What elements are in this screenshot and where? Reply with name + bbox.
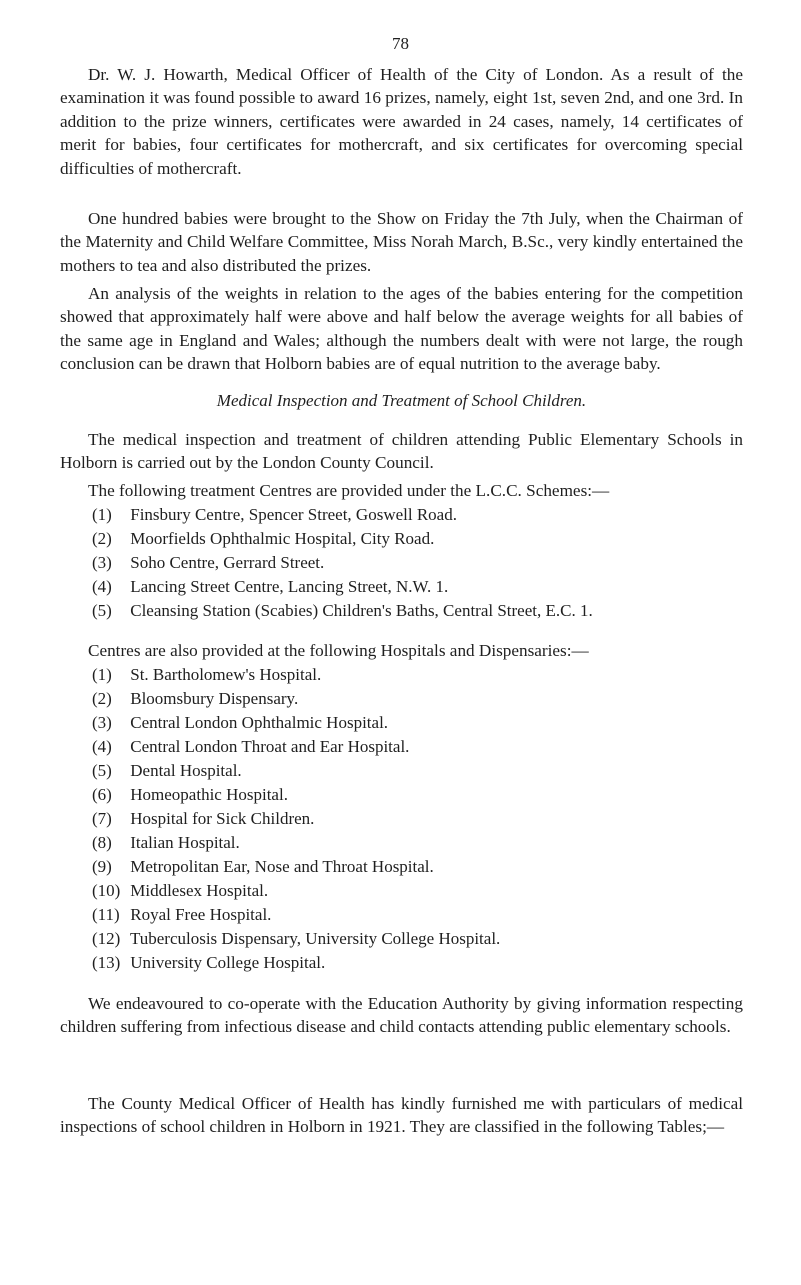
paragraph-lcc-intro: The following treatment Centres are provided under the L.C.C. Schemes:— [88,481,610,500]
list-item: (9) Metropolitan Ear, Nose and Throat Hospital. [92,857,434,876]
list-item: (4) Central London Throat and Ear Hospital. [92,737,410,756]
list-item: (12) Tuberculosis Dispensary, University College Hospital. [92,929,501,948]
paragraph-prize-awards: Dr. W. J. Howarth, Medical Officer of Health of the City of London. As a result of the examination it was found possible to award 16 prizes, namely, eight 1st, seven 2nd, and one 3rd. In addition to the prize winners, certificates were awarded in 24 cases, namely, 14 certificates of merit for babies, four certificates for mothercraft, and six certificates for overcoming special difficulties of mothercraft. [60,65,743,178]
list-item: (8) Italian Hospital. [92,833,240,852]
list-item: (3) Soho Centre, Gerrard Street. [92,553,325,572]
list-item: (7) Hospital for Sick Children. [92,809,315,828]
list-item: (2) Bloomsbury Dispensary. [92,689,299,708]
list-item: (13) University College Hospital. [92,953,326,972]
list-item: (1) St. Bartholomew's Hospital. [92,665,322,684]
list-item: (1) Finsbury Centre, Spencer Street, Goswell Road. [92,505,457,524]
list-item: (6) Homeopathic Hospital. [92,785,288,804]
paragraph-county-medical-officer: The County Medical Officer of Health has kindly furnished me with particulars of medical inspections of school children in Holborn in 1921. They are classified in the following Tables;— [60,1094,743,1137]
list-item: (3) Central London Ophthalmic Hospital. [92,713,389,732]
section-heading: Medical Inspection and Treatment of School Children. [216,391,587,410]
paragraph-medical-inspection: The medical inspection and treatment of children attending Public Elementary Schools in Holborn is carried out by the London County Council. [60,430,743,473]
paragraph-baby-show: One hundred babies were brought to the Show on Friday the 7th July, when the Chairman of the Maternity and Child Welfare Committee, Miss Norah March, B.Sc., very kindly entertained the mothers to tea and also distributed the prizes. [60,209,743,275]
list-item: (11) Royal Free Hospital. [92,905,272,924]
list-item: (5) Dental Hospital. [92,761,242,780]
paragraph-weights-analysis: An analysis of the weights in relation to the ages of the babies entering for the competition showed that approximately half were above and half below the average weights for all babies of the same age in England and Wales; although the numbers dealt with were not large, the rough conclusion can be drawn that Holborn babies are of equal nutrition to the average baby. [60,284,743,374]
list-item: (2) Moorfields Ophthalmic Hospital, City Road. [92,529,435,548]
page-number: 78 [392,34,409,53]
list-item: (5) Cleansing Station (Scabies) Children's Baths, Central Street, E.C. 1. [92,601,593,620]
paragraph-hospitals-intro: Centres are also provided at the following Hospitals and Dispensaries:— [88,641,589,660]
paragraph-education-authority: We endeavoured to co-operate with the Education Authority by giving information respecting children suffering from infectious disease and child contacts attending public elementary schools. [60,994,743,1037]
list-item: (4) Lancing Street Centre, Lancing Street, N.W. 1. [92,577,449,596]
list-item: (10) Middlesex Hospital. [92,881,269,900]
